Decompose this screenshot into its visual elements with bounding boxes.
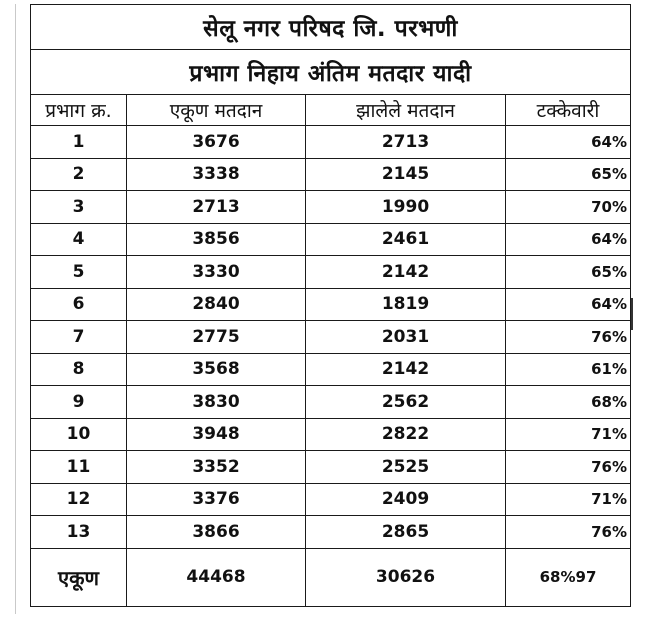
ward-number-cell: 2 [31,158,127,191]
table-row [31,353,631,386]
percentage-cell: 65% [506,158,631,191]
votes-cast-cell: 1819 [306,288,506,321]
table-row [31,451,631,484]
total-voters-cell: 3856 [127,223,306,256]
ward-number-cell: 3 [31,191,127,224]
total-voters-cell: 3338 [127,158,306,191]
total-voters-cell: 3676 [127,126,306,159]
total-voters-cell: 3376 [127,483,306,516]
ward-number-cell: 12 [31,483,127,516]
votes-cast-cell: 1990 [306,191,506,224]
total-voters-cell: 2775 [127,321,306,354]
percentage-cell: 71% [506,418,631,451]
ward-number-cell: 11 [31,451,127,484]
total-voters-cell: 3866 [127,516,306,549]
table-row [31,516,631,549]
total-voters-cell: 3330 [127,256,306,289]
percentage-cell: 68% [506,386,631,419]
votes-cast-cell: 2822 [306,418,506,451]
ward-number-cell: 1 [31,126,127,159]
percentage-cell: 64% [506,288,631,321]
ward-number-cell: 6 [31,288,127,321]
percentage-cell: 71% [506,483,631,516]
ward-number-cell: 9 [31,386,127,419]
voter-turnout-table [30,4,631,607]
percentage-cell: 76% [506,451,631,484]
table-row [31,386,631,419]
total-voters-cell: 3352 [127,451,306,484]
total-label-cell: एकूण [31,548,127,606]
percentage-cell: 65% [506,256,631,289]
total-voters-cell: 2713 [127,191,306,224]
left-margin-line [15,4,16,614]
table-row [31,321,631,354]
total-voters-sum-cell: 44468 [127,548,306,606]
ward-number-cell: 10 [31,418,127,451]
ward-number-cell: 7 [31,321,127,354]
total-voters-cell: 3568 [127,353,306,386]
table-subtitle: प्रभाग निहाय अंतिम मतदार यादी [31,50,631,95]
votes-cast-cell: 2031 [306,321,506,354]
votes-cast-cell: 2525 [306,451,506,484]
table-row [31,256,631,289]
percentage-cell: 76% [506,516,631,549]
column-header-votes-cast: झालेले मतदान [306,95,506,126]
table-row [31,158,631,191]
ward-number-cell: 13 [31,516,127,549]
table-row [31,418,631,451]
table-title: सेलू नगर परिषद जि. परभणी [31,5,631,50]
votes-cast-cell: 2409 [306,483,506,516]
votes-cast-cell: 2713 [306,126,506,159]
column-header-total-voters: एकूण मतदान [127,95,306,126]
votes-cast-cell: 2145 [306,158,506,191]
votes-cast-sum-cell: 30626 [306,548,506,606]
ward-number-cell: 8 [31,353,127,386]
table-row [31,223,631,256]
ward-number-cell: 4 [31,223,127,256]
table-row [31,191,631,224]
total-voters-cell: 2840 [127,288,306,321]
column-header-percentage: टक्केवारी [506,95,631,126]
votes-cast-cell: 2562 [306,386,506,419]
total-row [31,548,631,606]
cell-edge-mark [631,298,633,330]
percentage-cell: 64% [506,126,631,159]
votes-cast-cell: 2142 [306,256,506,289]
table-row [31,288,631,321]
percentage-cell: 70% [506,191,631,224]
votes-cast-cell: 2142 [306,353,506,386]
total-voters-cell: 3948 [127,418,306,451]
total-voters-cell: 3830 [127,386,306,419]
percentage-cell: 61% [506,353,631,386]
percentage-cell: 64% [506,223,631,256]
table-row [31,126,631,159]
votes-cast-cell: 2865 [306,516,506,549]
table-row [31,483,631,516]
overall-percentage-cell: 68%97 [506,548,631,606]
votes-cast-cell: 2461 [306,223,506,256]
percentage-cell: 76% [506,321,631,354]
ward-number-cell: 5 [31,256,127,289]
column-header-ward-no: प्रभाग क्र. [31,95,127,126]
